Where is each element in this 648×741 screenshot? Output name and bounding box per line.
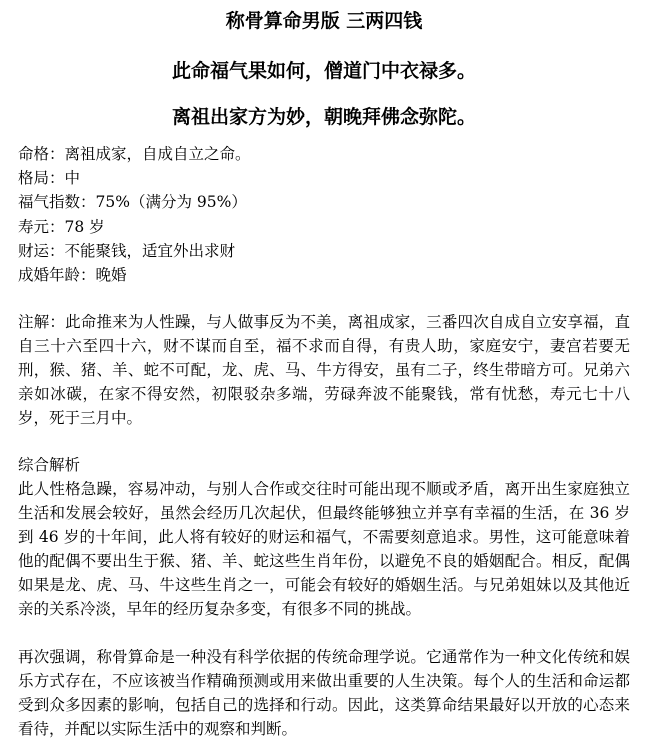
analysis-heading: 综合解析: [18, 456, 81, 475]
info-fortune-index: 福气指数：75%（满分为 95%）: [18, 193, 247, 212]
note-paragraph: 注解：此命推来为人性躁，与人做事反为不美，离祖成家，三番四次自成自立安享福，直自三十六至四十六，财不谋而自至，福不求而自得，有贵人助，家庭安宁，妻宫若要无刑，猴、猪、羊、蛇不可配，龙、虎、马、牛方得安，虽有二子，终生带暗方可。兄弟六亲如冰碳，在家不得安然，初限驳杂多端，劳碌奔波不能聚钱，常有忧愁，寿元七十八岁，死于三月中。: [18, 313, 630, 428]
fate-info-list: [18, 142, 630, 287]
info-marriage-age: 成婚年龄：晚婚: [18, 266, 127, 285]
info-wealth: 财运：不能聚钱，适宜外出求财: [18, 241, 236, 260]
info-fate: 命格：离祖成家，自成自立之命。: [18, 145, 251, 163]
verse-line-1: 此命福气果如何，僧道门中衣禄多。: [171, 60, 476, 82]
verse-line-2: 离祖出家方为妙，朝晚拜佛念弥陀。: [171, 106, 476, 128]
info-pattern: 格局：中: [18, 169, 81, 188]
analysis-section: [18, 453, 630, 621]
info-lifespan: 寿元：78 岁: [18, 217, 105, 236]
analysis-paragraph: 此人性格急躁，容易冲动，与别人合作或交往时可能出现不顺或矛盾，离开出生家庭独立生活和发展会较好，虽然会经历几次起伏，但最终能够独立并享有幸福的生活，在 36 岁到 46 岁的十年间，此人将有较好的财运和福气，不需要刻意追求。男性，这可能意味着他的配偶不要出生于猴、猪、羊、蛇这些生肖年份，以避免不良的婚姻配合。相反，配偶如果是龙、虎、马、牛这些生肖之一，可能会有较好的婚姻生活。与兄弟姐妹以及其他近亲的关系冷淡，早年的经历复杂多变，有很多不同的挑战。: [18, 480, 630, 619]
closing-paragraph: 再次强调，称骨算命是一种没有科学依据的传统命理学说。它通常作为一种文化传统和娱乐方式存在，不应该被当作精确预测或用来做出重要的人生决策。每个人的生活和命运都受到众多因素的影响，包括自己的选择和行动。因此，这类算命结果最好以开放的心态来看待，并配以实际生活中的观察和判断。: [18, 648, 630, 739]
page-title: 称骨算命男版 三两四钱: [225, 10, 423, 32]
